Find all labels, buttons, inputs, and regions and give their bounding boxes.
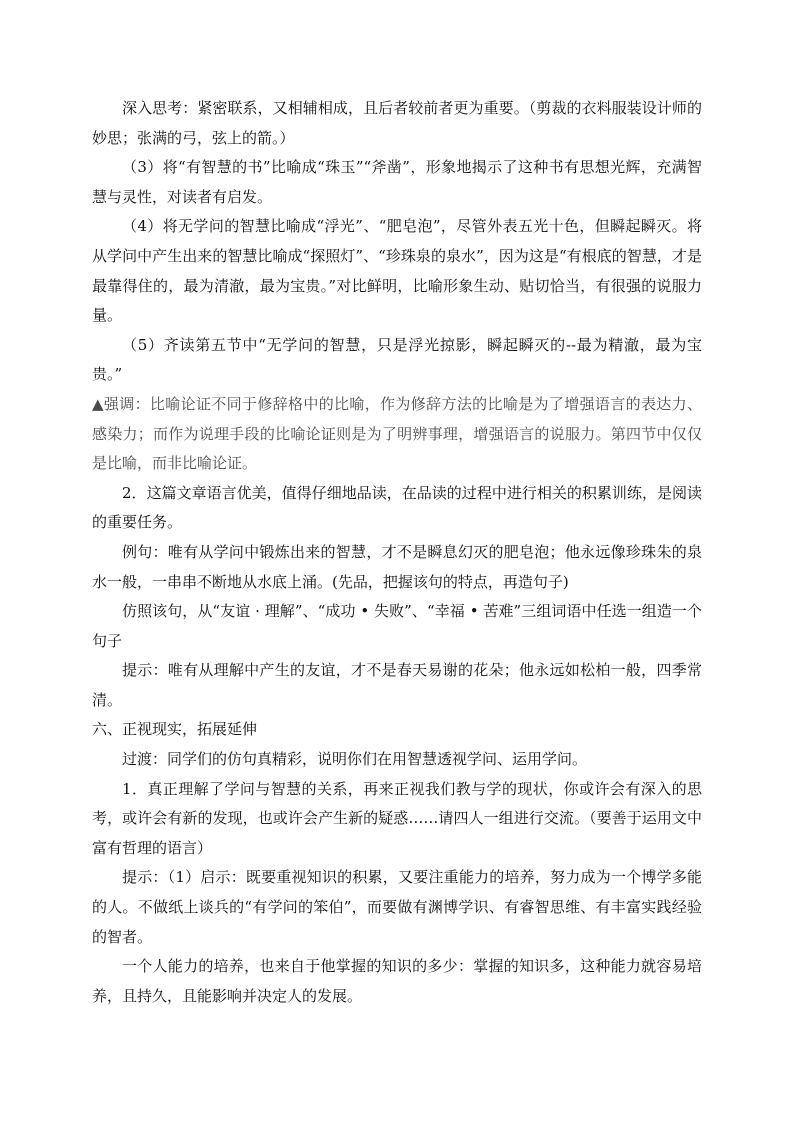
paragraph-point-5: （5）齐读第五节中“无学问的智慧，只是浮光掠影，瞬起瞬灭的--最为精澈，最为宝贵。” xyxy=(92,335,702,384)
paragraph-ability-training: 一个人能力的培养，也来自于他掌握的知识的多少：掌握的知识多，这种能力就容易培养，且持久，且能影响并决定人的发展。 xyxy=(92,957,702,1005)
paragraph-item-2: 2．这篇文章语言优美，值得仔细地品读，在品读的过程中进行相关的积累训练，是阅读的重要任务。 xyxy=(92,483,702,532)
paragraph-item-1: 1．真正理解了学问与智慧的关系，再来正视我们教与学的现状，你或许会有深入的思考，或许会有新的发现，也或许会产生新的疑惑……请四人一组进行交流。（要善于运用文中富有哲理的语言） xyxy=(92,779,702,857)
paragraph-hint-inspiration: 提示：（1）启示：既要重视知识的积累，又要注重能力的培养，努力成为一个博学多能的人。不做纸上谈兵的“有学问的笨伯”，而要做有渊博学识、有睿智思维、有丰富实践经验的智者。 xyxy=(92,868,702,946)
paragraph-emphasis: ▲强调：比喻论证不同于修辞格中的比喻，作为修辞方法的比喻是为了增强语言的表达力、感染力；而作为说理手段的比喻论证则是为了明辨事理，增强语言的说服力。第四节中仅仅是比喻，而非比喻论证。 xyxy=(92,394,702,473)
paragraph-deep-thinking: 深入思考：紧密联系，又相辅相成，且后者较前者更为重要。（剪裁的衣料服装设计师的妙思；张满的弓，弦上的箭。） xyxy=(92,99,702,147)
paragraph-point-4: （4）将无学问的智慧比喻成“浮光”、“肥皂泡”，尽管外表五光十色，但瞬起瞬灭。将从学问中产生出来的智慧比喻成“探照灯”、“珍珠泉的泉水”，因为这是“有根底的智慧，才是最靠得住的，最为清澈，最为宝贵。”对比鲜明，比喻形象生动、贴切恰当，有很强的说服力量。 xyxy=(92,217,702,325)
paragraph-hint-imitation: 提示：唯有从理解中产生的友谊，才不是春天易谢的花朵；他永远如松柏一般，四季常清。 xyxy=(92,661,702,709)
paragraph-transition: 过渡：同学们的仿句真精彩，说明你们在用智慧透视学问、运用学问。 xyxy=(122,750,588,769)
paragraph-imitation-task: 仿照该句，从“友谊 · 理解”、“成功 • 失败”、“幸福 • 苦难”三组词语中任选一组造一个句子 xyxy=(92,602,702,650)
section-heading-6: 六、正视现实，拓展延伸 xyxy=(92,720,258,739)
paragraph-point-3: （3）将“有智慧的书”比喻成“珠玉”“斧凿”，形象地揭示了这种书有思想光辉，充满智慧与灵性，对读者有启发。 xyxy=(92,158,702,206)
paragraph-example-sentence: 例句：唯有从学问中锻炼出来的智慧，才不是瞬息幻灭的肥皂泡；他永远像珍珠朱的泉水一般，一串串不断地从水底上涌。(先品，把握该句的特点，再造句子) xyxy=(92,542,702,591)
